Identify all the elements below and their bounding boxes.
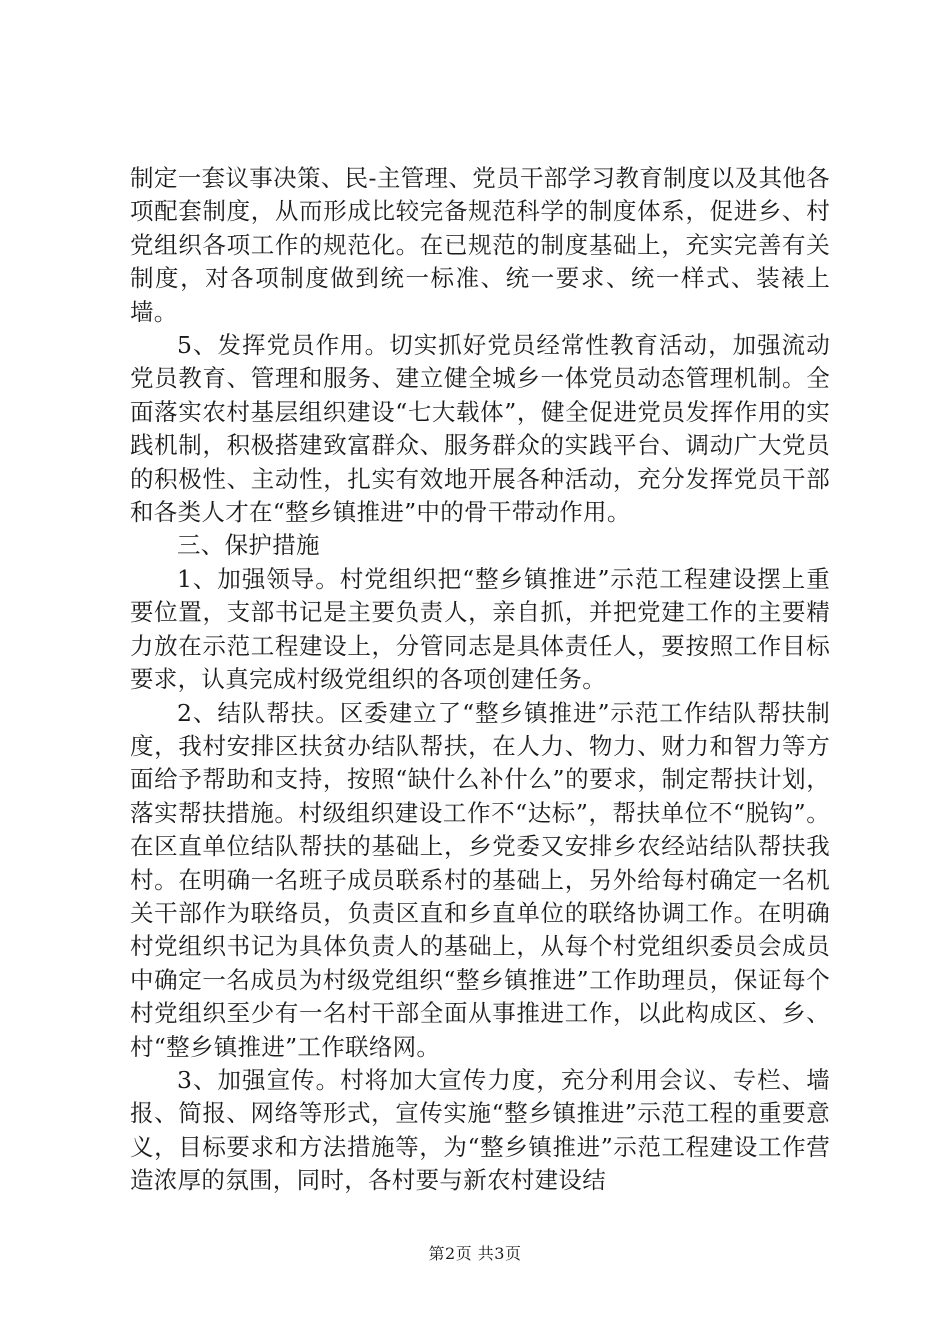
document-body bbox=[130, 162, 830, 1198]
page-number: 第2页 共3页 bbox=[428, 1244, 522, 1263]
paragraph-3: 1、加强领导。村党组织把“整乡镇推进”示范工程建设摆上重要位置，支部书记是主要负责人，亲自抓，并把党建工作的主要精力放在示范工程建设上，分管同志是具体责任人，要按照工作目标要求，认真完成村级党组织的各项创建任务。 bbox=[130, 564, 830, 694]
paragraph-5: 3、加强宣传。村将加大宣传力度，充分利用会议、专栏、墙报、简报、网络等形式，宣传实施“整乡镇推进”示范工程的重要意义，目标要求和方法措施等，为“整乡镇推进”示范工程建设工作营造浓厚的氛围，同时，各村要与新农村建设结 bbox=[130, 1065, 830, 1195]
section-heading: 三、保护措施 bbox=[177, 531, 320, 560]
page-footer bbox=[0, 1243, 950, 1265]
paragraph-2: 5、发挥党员作用。切实抓好党员经常性教育活动，加强流动党员教育、管理和服务、建立健全城乡一体党员动态管理机制。全面落实农村基层组织建设“七大载体”，健全促进党员发挥作用的实践机制，积极搭建致富群众、服务群众的实践平台、调动广大党员的积极性、主动性，扎实有效地开展各种活动，充分发挥党员干部和各类人才在“整乡镇推进”中的骨干带动作用。 bbox=[130, 331, 830, 527]
paragraph-1: 制定一套议事决策、民-主管理、党员干部学习教育制度以及其他各项配套制度，从而形成比较完备规范科学的制度体系，促进乡、村党组织各项工作的规范化。在已规范的制度基础上，充实完善有关制度，对各项制度做到统一标准、统一要求、统一样式、装裱上墙。 bbox=[130, 164, 830, 326]
paragraph-4: 2、结队帮扶。区委建立了“整乡镇推进”示范工作结队帮扶制度，我村安排区扶贫办结队帮扶，在人力、物力、财力和智力等方面给予帮助和支持，按照“缺什么补什么”的要求，制定帮扶计划，落实帮扶措施。村级组织建设工作不“达标”，帮扶单位不“脱钩”。在区直单位结队帮扶的基础上，乡党委又安排乡农经站结队帮扶我村。在明确一名班子成员联系村的基础上，另外给每村确定一名机关干部作为联络员，负责区直和乡直单位的联络协调工作。在明确村党组织书记为具体负责人的基础上，从每个村党组织委员会成员中确定一名成员为村级党组织“整乡镇推进”工作助理员，保证每个村党组织至少有一名村干部全面从事推进工作，以此构成区、乡、村“整乡镇推进”工作联络网。 bbox=[130, 698, 830, 1061]
